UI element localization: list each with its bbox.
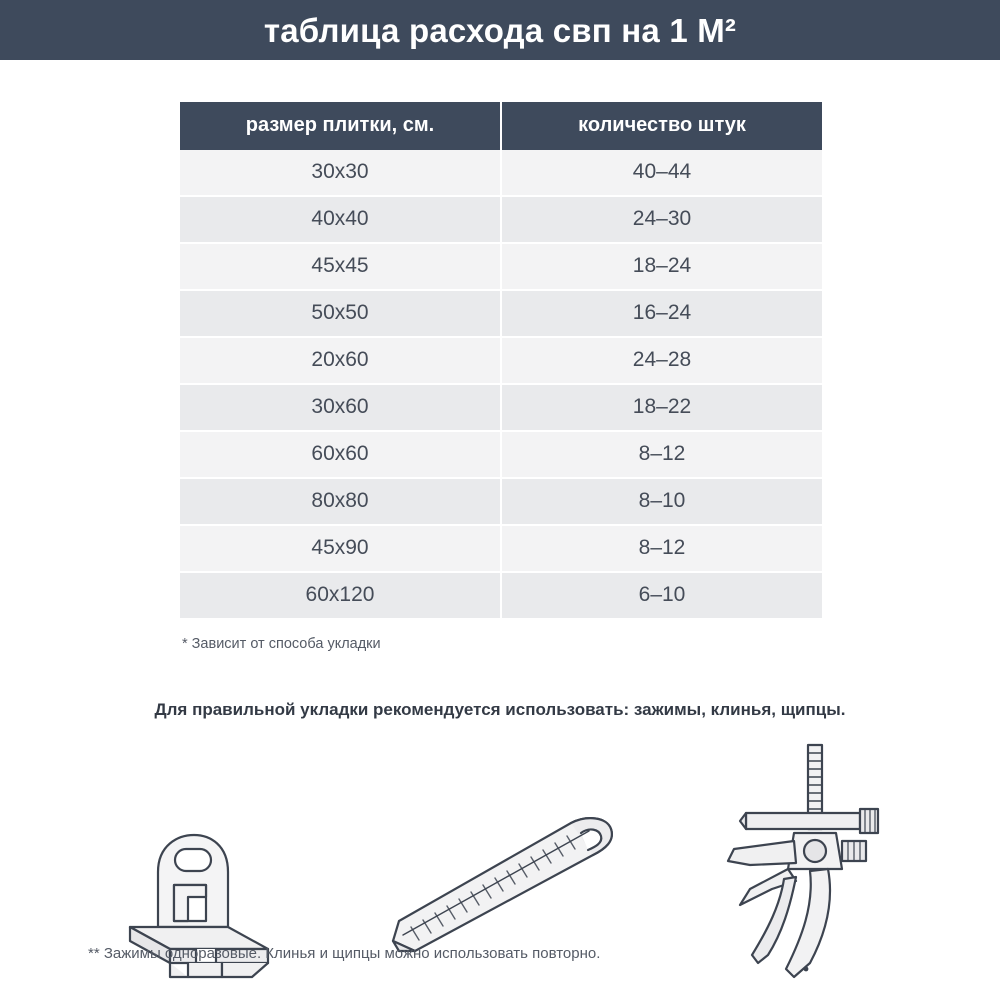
- cell-quantity: 8–12: [501, 525, 822, 572]
- table-body: [180, 150, 822, 619]
- table-row: [180, 572, 822, 619]
- cell-tile-size: 80х80: [180, 478, 501, 525]
- cell-tile-size: 45х90: [180, 525, 501, 572]
- cell-tile-size: 50х50: [180, 290, 501, 337]
- table-row: [180, 337, 822, 384]
- consumption-table-wrapper: [180, 102, 820, 652]
- cell-tile-size: 45х45: [180, 243, 501, 290]
- cell-tile-size: 20х60: [180, 337, 501, 384]
- cell-quantity: 24–28: [501, 337, 822, 384]
- table-header-tile-size: размер плитки, см.: [180, 102, 501, 150]
- cell-quantity: 18–24: [501, 243, 822, 290]
- pliers-illustration: [710, 737, 930, 992]
- cell-tile-size: 30х30: [180, 150, 501, 196]
- cell-quantity: 18–22: [501, 384, 822, 431]
- cell-quantity: 6–10: [501, 572, 822, 619]
- cell-tile-size: 40х40: [180, 196, 501, 243]
- table-row: [180, 196, 822, 243]
- table-note: * Зависит от способа укладки: [182, 636, 381, 652]
- cell-tile-size: 60х60: [180, 431, 501, 478]
- table-row: [180, 150, 822, 196]
- table-row: [180, 525, 822, 572]
- table-row: [180, 243, 822, 290]
- cell-quantity: 40–44: [501, 150, 822, 196]
- table-header-quantity: количество штук: [501, 102, 822, 150]
- cell-tile-size: 60х120: [180, 572, 501, 619]
- page-header: [0, 0, 1000, 60]
- table-row: [180, 290, 822, 337]
- recommendation-text: Для правильной укладки рекомендуется использовать: зажимы, клинья, щипцы.: [154, 700, 846, 719]
- page-title: таблица расхода свп на 1 М²: [263, 11, 737, 49]
- cell-quantity: 24–30: [501, 196, 822, 243]
- cell-quantity: 16–24: [501, 290, 822, 337]
- cell-quantity: 8–12: [501, 431, 822, 478]
- table-row: [180, 431, 822, 478]
- table-header-row: [180, 102, 822, 150]
- cell-tile-size: 30х60: [180, 384, 501, 431]
- cell-quantity: 8–10: [501, 478, 822, 525]
- table-row: [180, 478, 822, 525]
- table-head: [180, 102, 822, 150]
- consumption-table: [180, 102, 822, 620]
- footnote-text: ** Зажимы одноразовые. Клинья и щипцы можно использовать повторно.: [88, 945, 601, 962]
- table-row: [180, 384, 822, 431]
